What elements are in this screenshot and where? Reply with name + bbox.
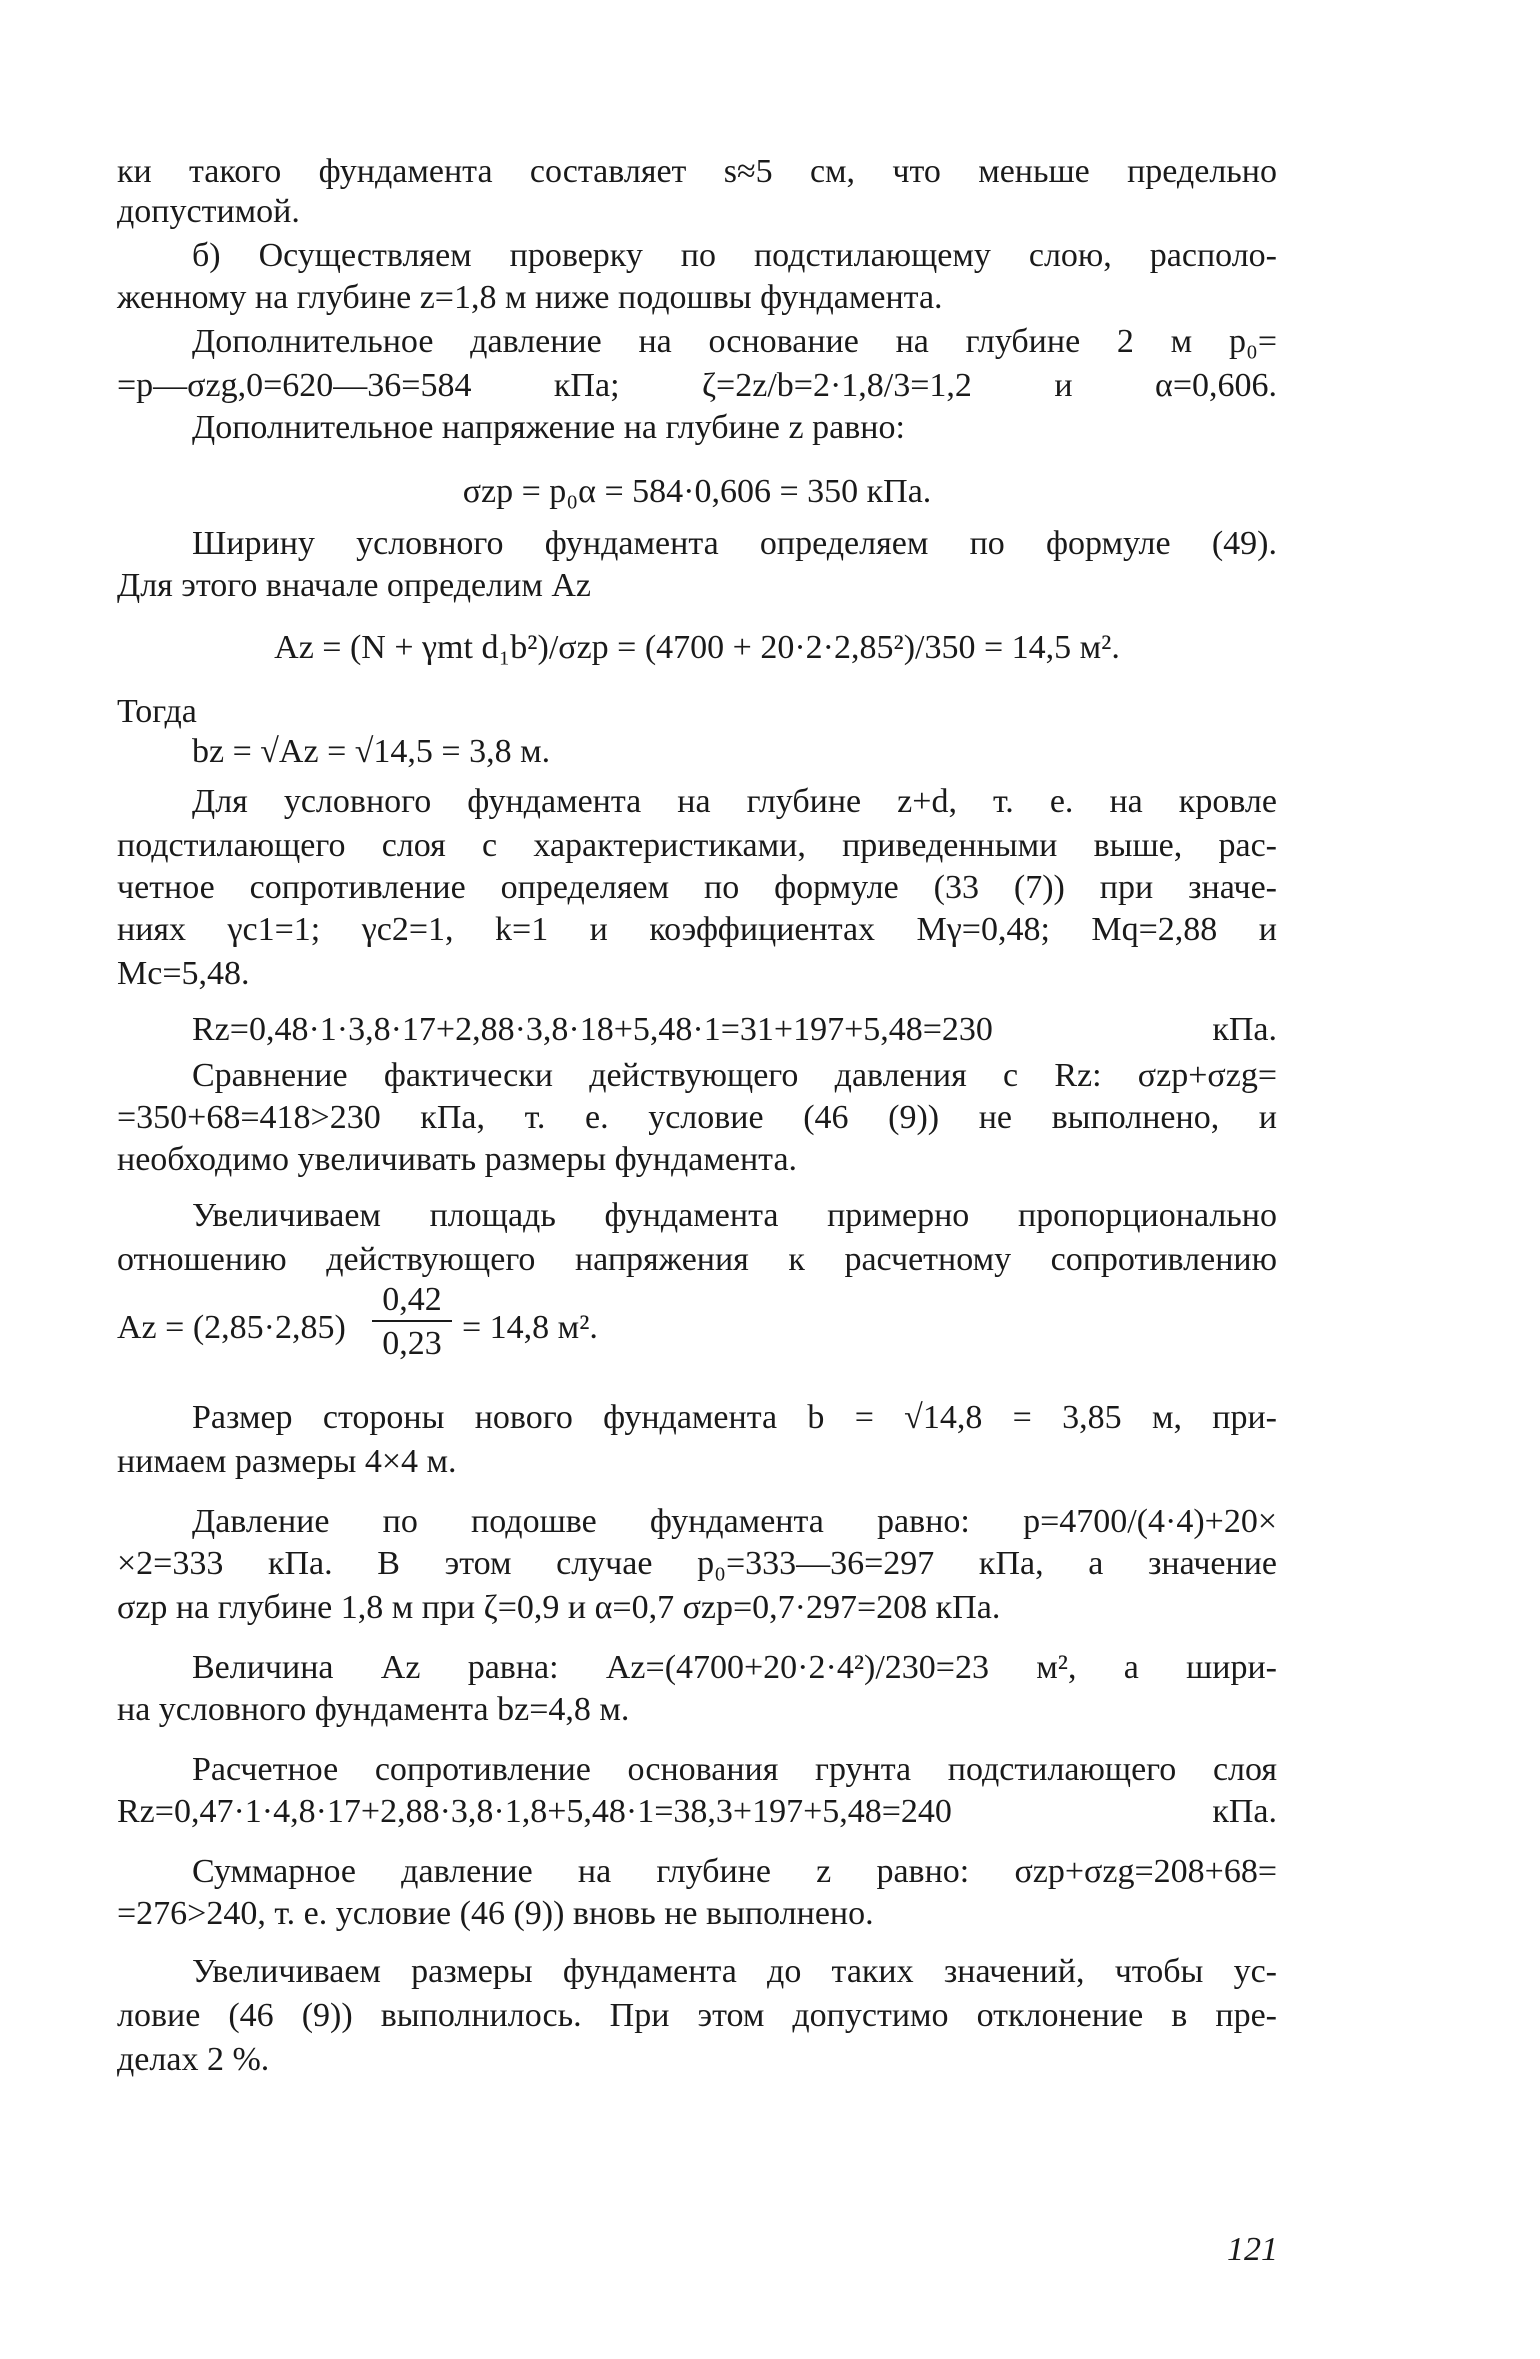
text2-line: Увеличиваем размеры фундамента до таких значений, чтобы ус- (192, 1953, 1277, 1990)
text-line: четное сопротивление определяем по формуле (33 (7)) при значе- (117, 869, 1277, 906)
page-number: 121 (1227, 2231, 1278, 2268)
text-line: Дополнительное напряжение на глубине z равно: (192, 409, 905, 446)
text-line: Сравнение фактически действующего давления с Rz: σzp+σzg= (192, 1057, 1277, 1094)
text-line: =350+68=418>230 кПа, т. е. условие (46 (9)) не выполнено, и (117, 1099, 1277, 1136)
text2-line: Размер стороны нового фундамента b = √14,8 = 3,85 м, при- (192, 1399, 1277, 1436)
text-line: Mc=5,48. (117, 955, 250, 992)
text2-line: ×2=333 кПа. В этом случае p₀=333—36=297 кПа, а значение (117, 1545, 1277, 1582)
text2-line: =276>240, т. е. условие (46 (9)) вновь не выполнено. (117, 1895, 874, 1932)
text2-line: Rz=0,47·1·4,8·17+2,88·3,8·1,8+5,48·1=38,3+197+5,48=240 кПа. (117, 1793, 1277, 1830)
text-line: Для условного фундамента на глубине z+d, т. е. на кровле (192, 783, 1277, 820)
text2-line: на условного фундамента bz=4,8 м. (117, 1691, 630, 1728)
text-line: подстилающего слоя с характеристиками, приведенными выше, рас- (117, 827, 1277, 864)
text-line: женному на глубине z=1,8 м ниже подошвы фундамента. (117, 279, 943, 316)
text2-line: ловие (46 (9)) выполнилось. При этом допустимо отклонение в пре- (117, 1997, 1277, 2034)
fraction-prefix: Az = (2,85·2,85) (117, 1309, 346, 1346)
text-line: Увеличиваем площадь фундамента примерно пропорционально (192, 1197, 1277, 1234)
text2-line: Величина Az равна: Az=(4700+20·2·4²)/230=23 м², а шири- (192, 1649, 1277, 1686)
text-line: отношению действующего напряжения к расчетному сопротивлению (117, 1241, 1277, 1278)
text2-line: Давление по подошве фундамента равно: p=4700/(4·4)+20× (192, 1503, 1277, 1540)
text-line: Тогда (117, 693, 197, 730)
fraction-equation (117, 1280, 1277, 1380)
text-line: б) Осуществляем проверку по подстилающему слою, располо- (192, 237, 1277, 274)
text2-line: Расчетное сопротивление основания грунта подстилающего слоя (192, 1751, 1277, 1788)
text-line: Rz=0,48·1·3,8·17+2,88·3,8·18+5,48·1=31+197+5,48=230 кПа. (192, 1011, 1277, 1048)
text-line: необходимо увеличивать размеры фундамента. (117, 1141, 798, 1178)
text-line: Ширину условного фундамента определяем по формуле (49). (192, 525, 1277, 562)
fraction-denominator: 0,23 (382, 1325, 442, 1362)
text-line: =p—σzg,0=620—36=584 кПа; ζ=2z/b=2·1,8/3=1,2 и α=0,606. (117, 367, 1277, 404)
text-line: допустимой. (117, 193, 300, 230)
text-line: ки такого фундамента составляет s≈5 см, что меньше предельно (117, 153, 1277, 190)
text2-line: σzp на глубине 1,8 м при ζ=0,9 и α=0,7 σzp=0,7·297=208 кПа. (117, 1589, 1001, 1626)
fraction-numerator: 0,42 (372, 1280, 452, 1322)
fraction-suffix: = 14,8 м². (462, 1309, 598, 1346)
text-line: Дополнительное давление на основание на глубине 2 м p₀= (192, 323, 1277, 360)
text-line: Az = (N + γmt d₁b²)/σzp = (4700 + 20·2·2,85²)/350 = 14,5 м². (274, 629, 1120, 666)
text-line: σzp = p₀α = 584·0,606 = 350 кПа. (462, 473, 932, 510)
text2-line: нимаем размеры 4×4 м. (117, 1443, 457, 1480)
text2-line: Суммарное давление на глубине z равно: σzp+σzg=208+68= (192, 1853, 1277, 1890)
text-line: Для этого вначале определим Az (117, 567, 591, 604)
text-line: bz = √Az = √14,5 = 3,8 м. (192, 733, 551, 770)
text-line: ниях γc1=1; γc2=1, k=1 и коэффициентах Mγ=0,48; Mq=2,88 и (117, 911, 1277, 948)
text2-line: делах 2 %. (117, 2041, 270, 2078)
